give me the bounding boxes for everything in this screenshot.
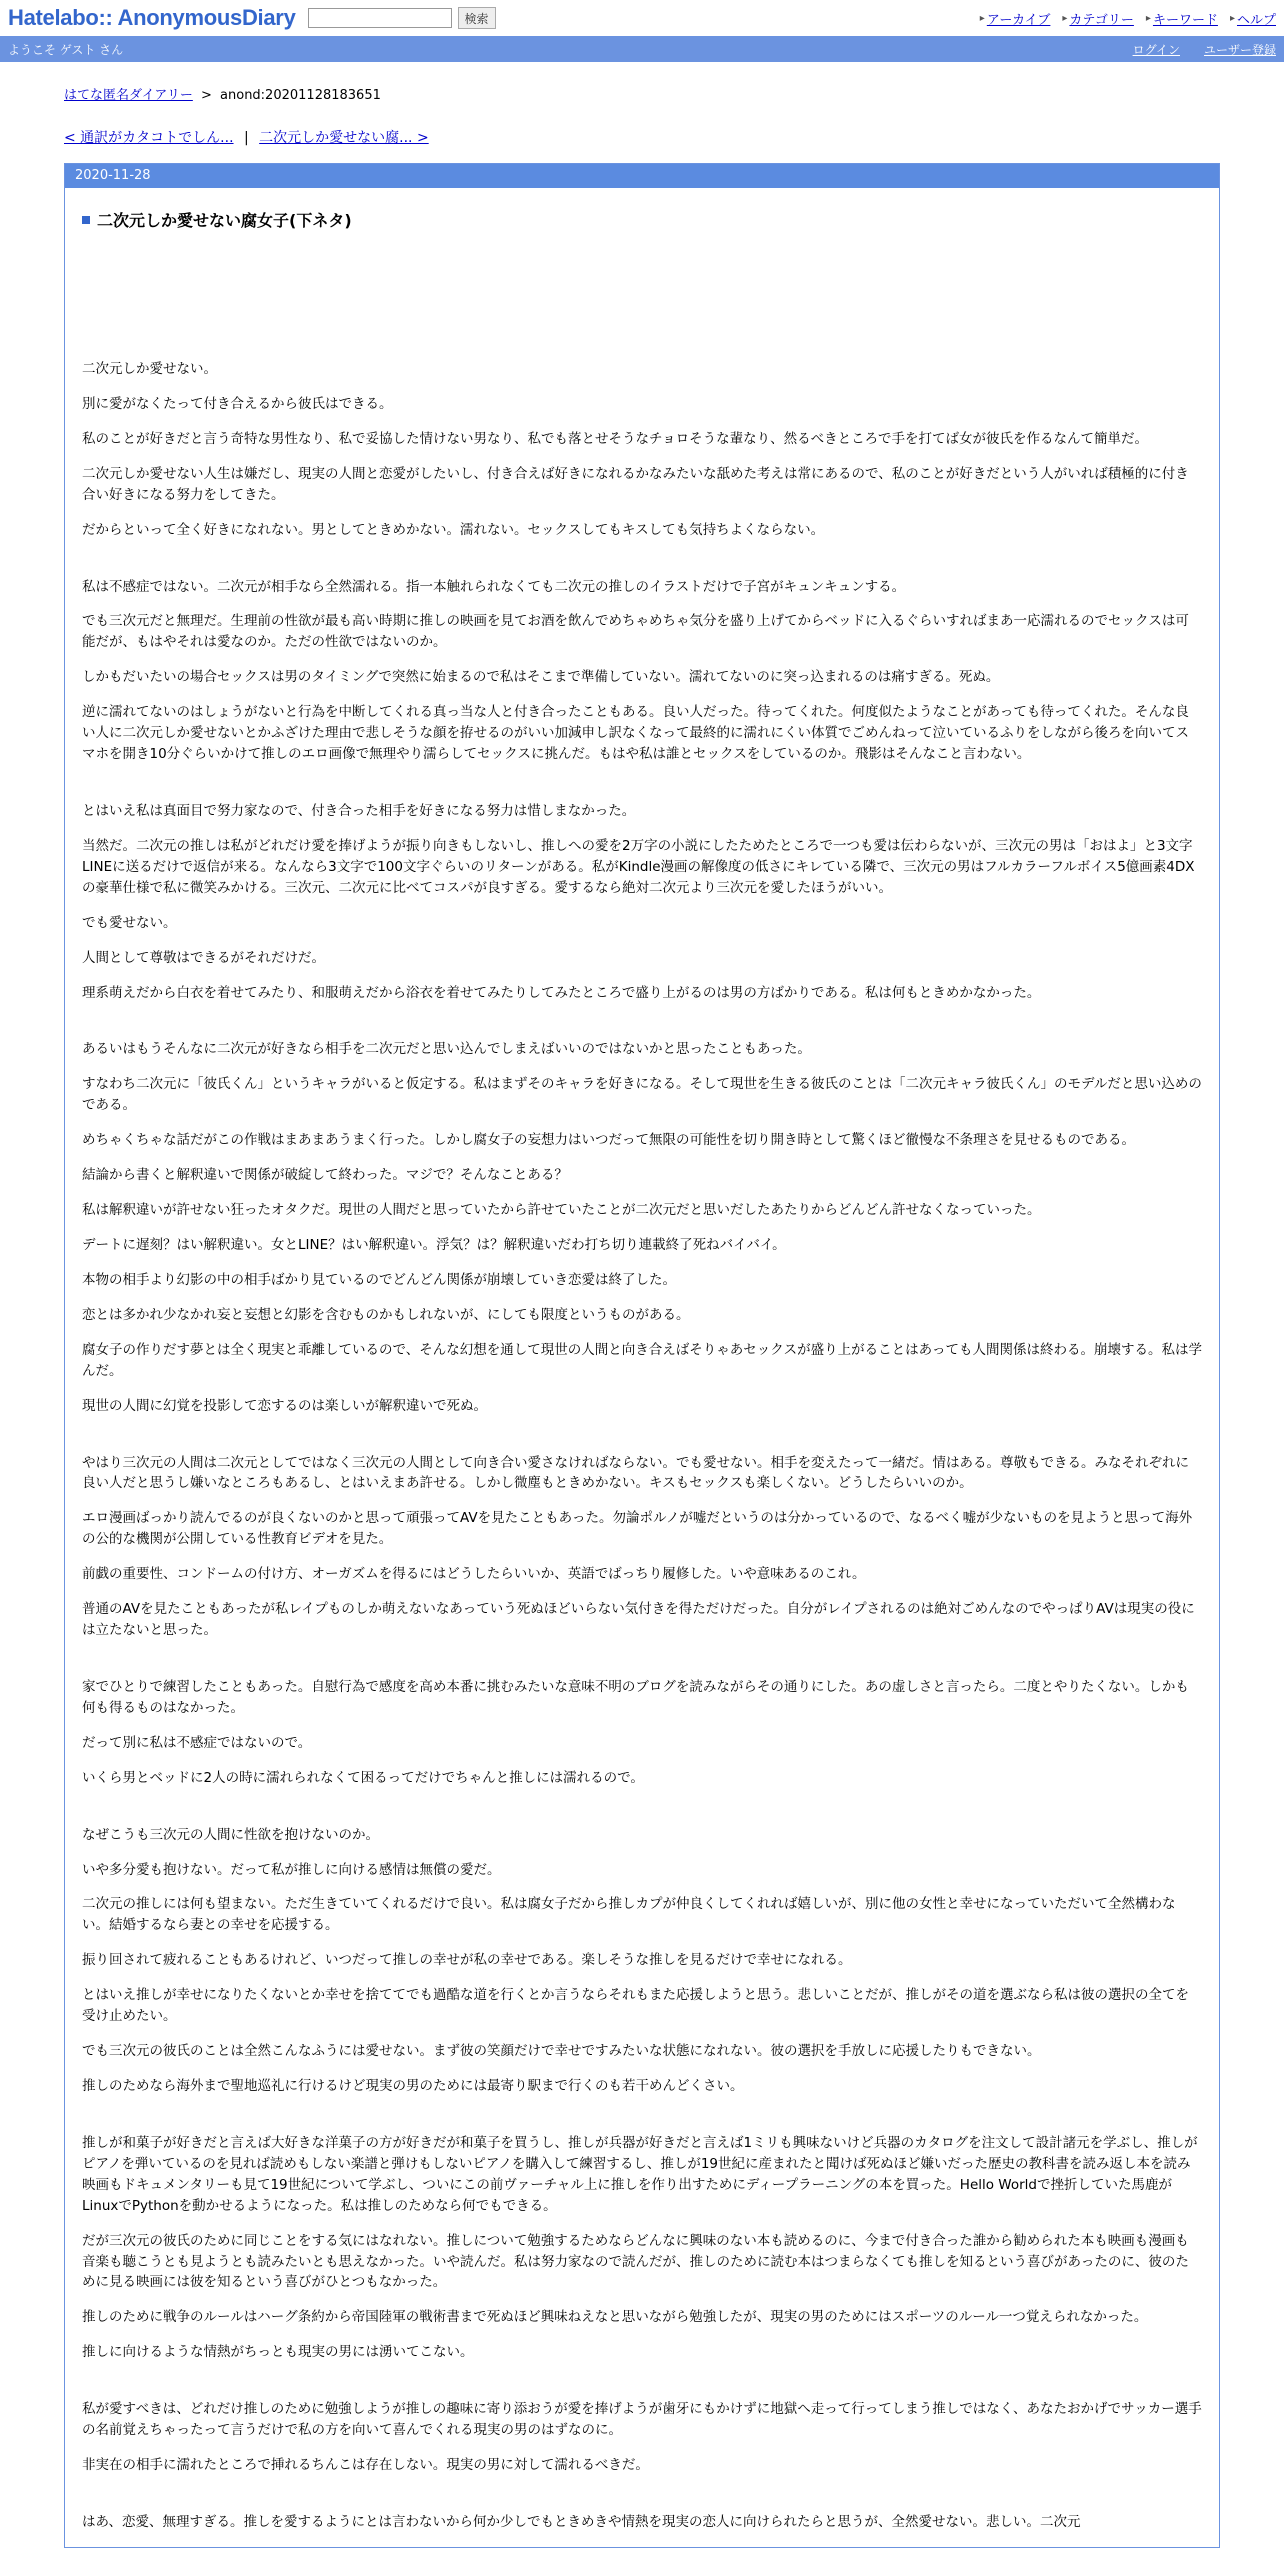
search-input[interactable] [308, 8, 452, 28]
entry-pager [64, 127, 1220, 147]
entry-paragraph: でも三次元だと無理だ。生理前の性欲が最も高い時期に推しの映画を見てお酒を飲んでめちゃめちゃ気分を盛り上げてからベッドに入るぐらいすればまあ一応濡れるのでセックスは可能だが、もはやそれは愛なのか。ただの性欲ではないのか。 [82, 613, 1189, 651]
entry-paragraph: 理系萌えだから白衣を着せてみたり、和服萌えだから浴衣を着せてみたりしてみたところで盛り上がるのは男の方ばかりである。私は何もときめかなかった。 [82, 984, 1041, 1001]
entry-paragraph: だからといって全く好きになれない。男としてときめかない。濡れない。セックスしてもキスしても気持ちよくならない。 [82, 521, 825, 538]
entry-paragraph: 現世の人間に幻覚を投影して恋するのは楽しいが解釈違いで死ぬ。 [82, 1397, 487, 1414]
entry-date: 2020-11-28 [75, 168, 151, 183]
breadcrumb-home-link[interactable]: はてな匿名ダイアリー [64, 88, 193, 103]
nav-item-help[interactable] [1230, 9, 1276, 28]
entry-paragraph: 恋とは多かれ少なかれ妄と妄想と幻影を含むものかもしれないが、にしても限度というものがある。 [82, 1306, 690, 1323]
nav-item-keyword[interactable] [1146, 9, 1218, 28]
nav-item-category[interactable] [1062, 9, 1134, 28]
entry-paragraph: いくら男とベッドに2人の時に濡れられなくて困るってだけでちゃんと推しには濡れるので。 [82, 1769, 644, 1786]
register-link[interactable]: ユーザー登録 [1203, 42, 1276, 57]
entry-paragraph: 私は不感症ではない。二次元が相手なら全然濡れる。指一本触れられなくても二次元の推しのイラストだけで子宮がキュンキュンする。 [82, 578, 906, 595]
entry-paragraph: なぜこうも三次元の人間に性欲を抱けないのか。 [82, 1826, 379, 1843]
breadcrumb-current: anond:20201128183651 [220, 88, 381, 103]
entry-paragraph: あるいはもうそんなに二次元が好きなら相手を二次元だと思い込んでしまえばいいのではないかと思ったこともあった。 [82, 1041, 811, 1058]
entry-body [65, 231, 1219, 2533]
nav-link-archive[interactable]: アーカイブ [986, 12, 1051, 28]
square-bullet-icon[interactable] [82, 216, 90, 224]
entry-paragraph: やはり三次元の人間は二次元としてではなく三次元の人間として向き合い愛さなければならない。でも愛せない。相手を変えたって一緒だ。情はある。尊敬もできる。みなそれぞれに良い人だと思うし嫌いなところもあるし、とはいえまあ許せる。しかし微塵もときめかない。キスもセックスも楽しくない。どうしたらいいのか。 [82, 1454, 1189, 1492]
entry-paragraph: 結論から書くと解釈違いで関係が破綻して終わった。マジで？そんなことある？ [82, 1167, 568, 1184]
arrow-right-icon: ▸ [1062, 12, 1068, 24]
entry-title-text: 二次元しか愛せない腐女子(下ネタ) [97, 211, 352, 230]
entry-paragraph: 私は解釈違いが許せない狂ったオタクだ。現世の人間だと思っていたから許せていたことが二次元だと思いだしたあたりからどんどん許せなくなっていった。 [82, 1202, 1041, 1219]
prev-entry-link[interactable]: < 通訳がカタコトでしん... [64, 130, 234, 146]
breadcrumb-separator: > [200, 88, 212, 103]
entry-paragraph: 推しに向けるような情熱がちっとも現実の男には湧いてこない。 [82, 2344, 474, 2361]
entry-paragraph: 前戯の重要性、コンドームの付け方、オーガズムを得るにはどうしたらいいか、英語でばっちり履修した。いや意味あるのこれ。 [82, 1566, 866, 1583]
entry-paragraph: 当然だ。二次元の推しは私がどれだけ愛を捧げようが振り向きもしないし、推しへの愛を2万字の小説にしたためたところで一つも愛は伝わらないが、三次元の男は「おはよ」と3文字LINEに送るだけで返信が来る。なんなら3文字で100文字ぐらいのリターンがある。私がKindle漫画の解像度の低さにキレている隣で、三次元の男はフルカラーフルボイス5億画素4DX の豪華仕様で私に微笑みかける。三次元、二次元に比べてコスパが良すぎる。愛するなら絶対二次元より三次元を愛したほうがいい。 [82, 837, 1195, 896]
entry-paragraph: だが三次元の彼氏のために同じことをする気にはなれない。推しについて勉強するためならどんなに興味のない本も読めるのに、今まで付き合った誰から勧められた本も映画も漫画も音楽も聴こうとも見ようとも読みたいとも思えなかった。いや読んだ。私は努力家なので読んだが、推しのために読む本はつまらなくても推しを知るという喜びがあったのに、彼のために見る映画には彼を知るという喜びがひとつもなかった。 [82, 2232, 1189, 2291]
entry-paragraph: 別に愛がなくたって付き合えるから彼氏はできる。 [82, 395, 393, 412]
user-bar [0, 36, 1284, 62]
entry-paragraph: 振り回されて疲れることもあるけれど、いつだって推しの幸せが私の幸せである。楽しそうな推しを見るだけで幸せになれる。 [82, 1952, 852, 1969]
welcome-text: ようこそ ゲスト さん [8, 42, 124, 57]
nav-link-help[interactable]: ヘルプ [1236, 12, 1276, 28]
site-header [0, 0, 1284, 36]
pager-separator: | [243, 130, 249, 146]
arrow-right-icon: ▸ [1229, 12, 1235, 24]
entry-paragraph: とはいえ私は真面目で努力家なので、付き合った相手を好きになる努力は惜しまなかった。 [82, 802, 636, 819]
entry-title [82, 208, 1219, 231]
date-header [65, 164, 1219, 188]
entry-paragraph: 私のことが好きだと言う奇特な男性なり、私で妥協した情けない男なり、私でも落とせそうなチョロそうな輩なり、然るべきところで手を打てば女が彼氏を作るなんて簡単だ。 [82, 430, 1148, 447]
entry-paragraph: とはいえ推しが幸せになりたくないとか幸せを捨ててでも過酷な道を行くとか言うならそれもまた応援しようと思う。悲しいことだが、推しがその道を選ぶなら私は彼の選択の全てを受け止めたい。 [82, 1987, 1189, 2025]
next-entry-link[interactable]: 二次元しか愛せない腐... > [259, 130, 429, 146]
arrow-right-icon: ▸ [979, 12, 985, 24]
nav-link-category[interactable]: カテゴリー [1069, 12, 1134, 28]
breadcrumb [64, 84, 1220, 103]
search-button[interactable]: 検索 [458, 7, 496, 29]
top-nav [980, 9, 1276, 28]
entry-paragraph: でも愛せない。 [82, 914, 177, 931]
entry-paragraph: 逆に濡れてないのはしょうがないと行為を中断してくれる真っ当な人と付き合ったこともある。良い人だった。待ってくれた。何度似たようなことがあっても待ってくれた。そんな良い人に二次元しか愛せないとかふざけた理由で悲しそうな顔を拵せるのがいい加減申し訳なくなって最終的に濡れにくい体質でごめんねって泣いているふりをしながら後ろを向いてスマホを開き10分ぐらいかけて推しのエロ画像で無理やり濡らしてセックスに挑んだ。もはや私は誰とセックスをしているのか。飛影はそんなこと言わない。 [82, 704, 1189, 763]
user-links [1133, 41, 1276, 58]
arrow-right-icon: ▸ [1145, 12, 1151, 24]
nav-link-keyword[interactable]: キーワード [1152, 12, 1218, 28]
entry-paragraph: いや多分愛も抱けない。だって私が推しに向ける感情は無償の愛だ。 [82, 1861, 501, 1878]
entry-paragraph: 推しのために戦争のルールはハーグ条約から帝国陸軍の戦術書まで死ぬほど興味ねえなと思いながら勉強したが、現実の男のためにはスポーツのルール一つ覚えられなかった。 [82, 2309, 1148, 2326]
entry-paragraph: 腐女子の作りだす夢とは全く現実と乖離しているので、そんな幻想を通して現世の人間と向き合えばそりゃあセックスが盛り上がることはあっても人間関係は終わる。崩壊する。私は学んだ。 [82, 1341, 1202, 1379]
entry-paragraph: エロ漫画ばっかり読んでるのが良くないのかと思って頑張ってAVを見たこともあった。勿論ポルノが嘘だというのは分かっているので、なるべく嘘が少ないものを見ようと思って海外の公的な機関が公開している性教育ビデオを見た。 [82, 1510, 1193, 1548]
login-link[interactable]: ログイン [1132, 42, 1180, 57]
entry-paragraph: だって別に私は不感症ではないので。 [82, 1734, 312, 1751]
site-logo[interactable]: Hatelabo:: AnonymousDiary [8, 5, 296, 30]
entry-paragraph: でも三次元の彼氏のことは全然こんなふうには愛せない。まず彼の笑顔だけで幸せですみたいな状態になれない。彼の選択を手放しに応援したりもできない。 [82, 2043, 1041, 2060]
main-content [0, 84, 1284, 2548]
entry-paragraph: しかもだいたいの場合セックスは男のタイミングで突然に始まるので私はそこまで準備していない。濡れてないのに突っ込まれるのは痛すぎる。死ぬ。 [82, 669, 1000, 686]
entry-paragraph: 普通のAVを見たこともあったが私レイプものしか萌えないなあっていう死ぬほどいらない気付きを得ただけだった。自分がレイプされるのは絶対ごめんなのでやっぱりAVは現実の役には立たないと思った。 [82, 1601, 1195, 1639]
entry-paragraph: 人間として尊敬はできるがそれだけだ。 [82, 949, 325, 966]
entry-paragraph: デートに遅刻？はい解釈違い。女とLINE？はい解釈違い。浮気？は？解釈違いだわ打ち切り連載終了死ねバイバイ。 [82, 1236, 786, 1253]
entry-paragraph: 推しのためなら海外まで聖地巡礼に行けるけど現実の男のためには最寄り駅まで行くのも若干めんどくさい。 [82, 2078, 744, 2095]
entry-paragraph: 私が愛すべきは、どれだけ推しのために勉強しようが推しの趣味に寄り添おうが愛を捧げようが歯牙にもかけずに地獄へ走って行ってしまう推しではなく、あなたおかげでサッカー選手の名前覚えちゃったって言うだけで私の方を向いて喜んでくれる現実の男のはずなのに。 [82, 2401, 1202, 2439]
entry-paragraph: 二次元の推しには何も望まない。ただ生きていてくれるだけで良い。私は腐女子だから推しカプが仲良くしてくれれば嬉しいが、別に他の女性と幸せになっていただいて全然構わない。結婚するなら妻との幸せを応援する。 [82, 1896, 1176, 1934]
entry-paragraph: 非実在の相手に濡れたところで挿れるちんこは存在しない。現実の男に対して濡れるべきだ。 [82, 2457, 649, 2474]
entry-paragraph: 二次元しか愛せない人生は嫌だし、現実の人間と恋愛がしたいし、付き合えば好きになれるかなみたいな舐めた考えは常にあるので、私のことが好きだという人がいれば積極的に付き合い好きになる努力をしてきた。 [82, 465, 1189, 503]
entry-paragraph: はあ、恋愛、無理すぎる。推しを愛するようにとは言わないから何か少しでもときめきや情熱を現実の恋人に向けられたらと思うが、全然愛せない。悲しい。二次元 [82, 2514, 1081, 2530]
entry-paragraph: 家でひとりで練習したこともあった。自慰行為で感度を高め本番に挑むみたいな意味不明のブログを読みながらその通りにした。あの虚しさと言ったら。二度とやりたくない。しかも何も得るものはなかった。 [82, 1678, 1189, 1716]
nav-item-archive[interactable] [980, 9, 1051, 28]
entry-paragraph: 本物の相手より幻影の中の相手ばかり見ているのでどんどん関係が崩壊していき恋愛は終了した。 [82, 1271, 676, 1288]
entry-paragraph: 二次元しか愛せない。 [82, 361, 217, 377]
entry-paragraph: 推しが和菓子が好きだと言えば大好きな洋菓子の方が好きだが和菓子を買うし、推しが兵器が好きだと言えば1ミリも興味ないけど兵器のカタログを注文して設計諸元を学ぶし、推しがピアノを弾いているのを見れば読めもしない楽譜と弾けもしないピアノを購入して練習するし、推しが19世紀に産まれたと聞けば死ぬほど嫌いだった歴史の教科書を読み返し本を読み映画もドキュメンタリーも見て19世紀について学ぶし、ついにこの前ヴァーチャル上に推しを作り出すためにディープラーニングの本を買った。Hello Worldで挫折していた馬鹿がLinuxでPythonを動かせるようになった。私は推しのためなら何でもできる。 [82, 2134, 1198, 2214]
entry-paragraph: めちゃくちゃな話だがこの作戦はまあまあうまく行った。しかし腐女子の妄想力はいつだって無限の可能性を切り開き時として驚くほど徹慢な不条理さを見せるものである。 [82, 1132, 1135, 1149]
day-section [64, 163, 1220, 2548]
entry-paragraph: すなわち二次元に「彼氏くん」というキャラがいると仮定する。私はまずそのキャラを好きになる。そして現世を生きる彼氏のことは「二次元キャラ彼氏くん」のモデルだと思い込めのである。 [82, 1076, 1202, 1114]
